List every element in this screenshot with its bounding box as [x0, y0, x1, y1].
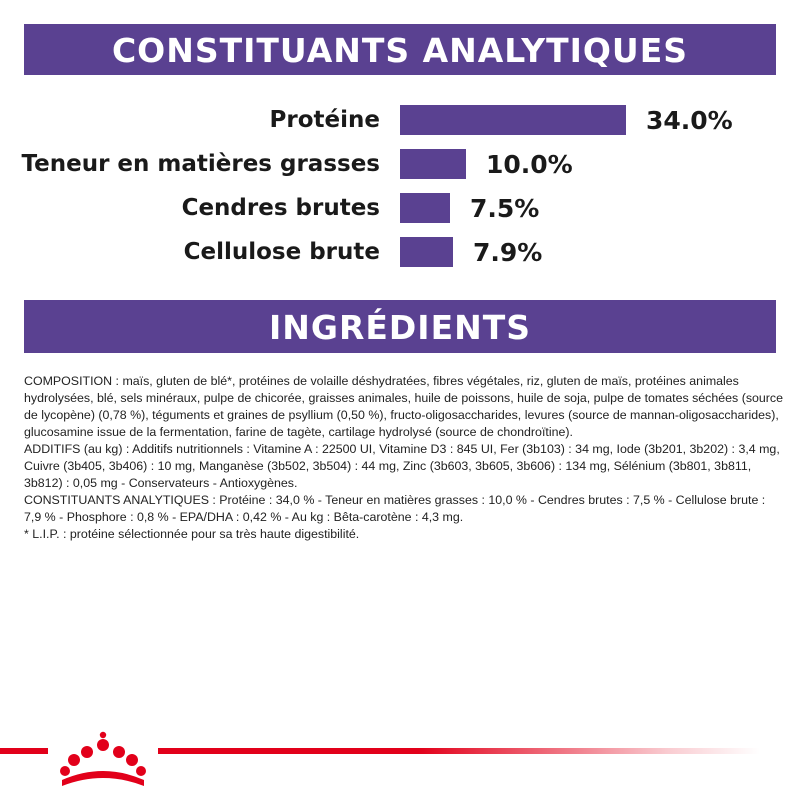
- analytics-row-label: Teneur en matières grasses: [21, 151, 380, 177]
- composition-paragraph: COMPOSITION : maïs, gluten de blé*, protéines de volaille déshydratées, fibres végétales, riz, gluten de maïs, protéines animales hydrolysées, blé, sels minéraux, pulpe de chicorée, graisses animales, huile de poissons, huile de soja, pulpe de tomates séchées (source de lycopène) (0,78 %), téguments et graines de psyllium (0,50 %), fructo-oligosaccharides, levures (source de mannan-oligosaccharides), glucosamine issue de la fermentation, farine de tagète, cartilage hydrolysé (source de chondroïtine).: [24, 374, 784, 439]
- crown-icon: [48, 728, 158, 788]
- analytics-row-value: 7.5%: [470, 194, 540, 223]
- ingredients-title: INGRÉDIENTS: [24, 300, 776, 353]
- analytics-bar: [400, 237, 453, 267]
- royal-canin-crown-logo: [48, 728, 158, 788]
- analytics-row-label: Cendres brutes: [181, 195, 380, 221]
- analytics-row: [0, 104, 800, 136]
- analytics-row: [0, 192, 800, 224]
- analytics-bar: [400, 193, 450, 223]
- analytics-row: [0, 148, 800, 180]
- analytics-row-value: 7.9%: [473, 238, 543, 267]
- analytics-row: [0, 236, 800, 268]
- analytics-row-label: Cellulose brute: [183, 239, 380, 265]
- analytics-bar: [400, 149, 466, 179]
- analytics-row-label: Protéine: [269, 107, 380, 133]
- analytics-paragraph: CONSTITUANTS ANALYTIQUES : Protéine : 34,0 % - Teneur en matières grasses : 10,0 % - Cendres brutes : 7,5 % - Cellulose brute : 7,9 % - Phosphore : 0,8 % - EPA/DHA : 0,42 % - Au kg : Bêta-carotène : 4,3 mg.: [24, 493, 766, 524]
- analytics-row-value: 34.0%: [646, 106, 733, 135]
- analytics-title: CONSTITUANTS ANALYTIQUES: [24, 24, 776, 75]
- additives-paragraph: ADDITIFS (au kg) : Additifs nutritionnels : Vitamine A : 22500 UI, Vitamine D3 : 845 UI, Fer (3b103) : 34 mg, Iode (3b201, 3b202) : 3,4 mg, Cuivre (3b405, 3b406) : 10 mg, Manganèse (3b502, 3b504) : 44 mg, Zinc (3b603, 3b605, 3b606) : 134 mg, Sélénium (3b801, 3b811, 3b812) : 0,05 mg - Conservateurs - Antioxygènes.: [24, 442, 780, 490]
- ingredients-text: [24, 373, 784, 543]
- footnote-paragraph: * L.I.P. : protéine sélectionnée pour sa très haute digestibilité.: [24, 527, 360, 541]
- analytics-row-value: 10.0%: [486, 150, 573, 179]
- analytics-bar: [400, 105, 626, 135]
